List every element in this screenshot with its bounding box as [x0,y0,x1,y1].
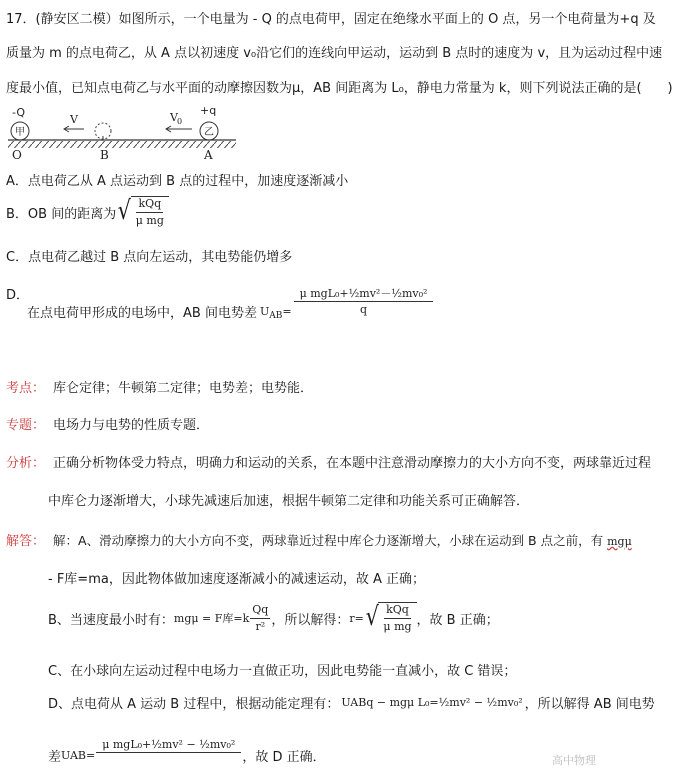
jieda-d-end: ，所以解得 AB 间电势 [524,697,655,712]
point-a-label: A [204,148,213,162]
jieda-b-mid: ，所以解得： [271,612,350,628]
v0-label: V [170,111,178,124]
jieda-tag: 解答： [6,534,46,549]
jieda-d2-row [48,732,326,765]
option-d-uab-sub: AB [269,311,283,322]
charge-right-label: +q [200,104,217,117]
jieda-d-prefix: D、点电荷从 A 运动 B 过程中，根据动能定理有： [48,697,340,712]
jieda-b-end: ，故 B 正确； [416,612,499,628]
fenxi-row [6,452,651,471]
question-line-2: 质量为 m 的点电荷乙，从 A 点以初速度 v₀沿它们的连线向甲运动，运动到 B 点时的速度为 v，且为运动过程中速 [6,46,663,61]
physics-diagram [4,104,240,164]
jieda-row [6,530,632,549]
ball-yi-label: 乙 [204,127,214,138]
option-a: A．点电荷乙从 A 点运动到 B 点的过程中，加速度逐渐减小 [6,174,349,189]
kaodian-tag: 考点： [6,381,46,396]
jieda-d-formula: UABq − mgμ L₀=½mv² − ½mv₀² [341,696,523,709]
jieda-b-sqrt: √ $\frac{\text{kQq}}{\text{μ mg}}$ [364,602,417,634]
jieda-b-frac-den: r² [255,619,266,633]
option-b-numerator: kQq [136,197,163,213]
jieda-a-line-2: - F库=ma，因此物体做加速度逐渐减小的减速运动，故 A 正确； [48,572,425,587]
option-d-numerator: μ mgL₀+½mv²－½mv₀² [294,287,434,302]
jieda-b-formula: mgμ = F库=k [173,612,250,625]
jieda-d2-end: ，故 D 正确． [242,750,326,765]
ball-jia-label: 甲 [15,127,25,138]
option-d-label: D． [6,288,30,303]
jieda-b-frac-num: Qq [250,603,270,619]
option-b-sqrt: √ $\frac{\text{kQq}}{\text{μ mg}}$ [116,196,169,228]
jieda-c: C、在小球向左运动过程中电场力一直做正功，因此电势能一直减小，故 C 错误； [48,664,517,679]
option-c: C．点电荷乙越过 B 点向左运动，其电势能仍增多 [6,250,293,265]
zhuanti-text: 电场力与电势的性质专题． [53,418,210,433]
option-d-text: 在点电荷甲形成的电场中，AB 间电势差 [27,305,257,321]
fenxi-line-1: 正确分析物体受力特点，明确力和运动的关系，在本题中注意滑动摩擦力的大小方向不变，两球靠近过程 [53,456,652,471]
fenxi-tag: 分析： [6,456,46,471]
watermark: 高中物理 [552,754,596,767]
question-line-1: 17．(静安区二模）如图所示，一个电量为 - Q 的点电荷甲，固定在绝缘水平面上的 O 点，另一个电荷量为+q 及 [6,12,656,27]
jieda-d2-uab: UAB= [61,749,96,762]
option-d-denominator: q [360,303,368,317]
option-b-denominator: μ mg [135,214,164,227]
jieda-d-row [48,693,655,712]
option-b [6,196,169,228]
kaodian-text: 库仑定律；牛顿第二定律；电势差；电势能． [53,381,314,396]
charge-left-label: -Q [12,106,26,119]
v-label: V [70,113,78,126]
jieda-a-formula: mgμ [607,535,632,548]
point-b-label: B [100,148,109,162]
jieda-b-row [48,602,499,634]
option-d: 在点电荷甲形成的电场中，AB 间电势差 $U_{AB}=$ $\frac{\text{μ mgL₀+½mv²－½mv₀²}}{q}$ [27,283,434,321]
jieda-d2-numerator: μ mgL₀+½mv² − ½mv₀² [96,738,241,753]
kaodian-row [6,377,313,396]
jieda-d2-prefix: 差 [48,750,62,765]
option-b-text: B．OB 间的距离为 [6,206,117,222]
jieda-a-line-1: 解：A、滑动摩擦力的大小方向不变，两球靠近过程中库仑力逐渐增大，小球在运动到 B 点之前，有 [53,533,604,548]
jieda-b-sqrt-num: kQq [384,603,411,619]
fenxi-line-2: 中库仑力逐渐增大，小球先减速后加速，根据牛顿第二定律和功能关系可正确解答． [48,494,530,509]
point-o-label: O [12,148,22,162]
jieda-b-sqrt-den: μ mg [383,620,412,633]
zhuanti-tag: 专题： [6,418,46,433]
jieda-b-prefix: B、当速度最小时有： [48,612,174,628]
question-line-3: 度最小值，已知点电荷乙与水平面的动摩擦因数为μ，AB 间距离为 L₀，静电力常量为 k，则下列说法正确的是( ) [6,81,673,96]
option-d-uab: U [259,305,270,318]
zhuanti-row [6,414,209,433]
jieda-b-r: r= [349,611,364,625]
v0-subscript: 0 [177,117,183,126]
